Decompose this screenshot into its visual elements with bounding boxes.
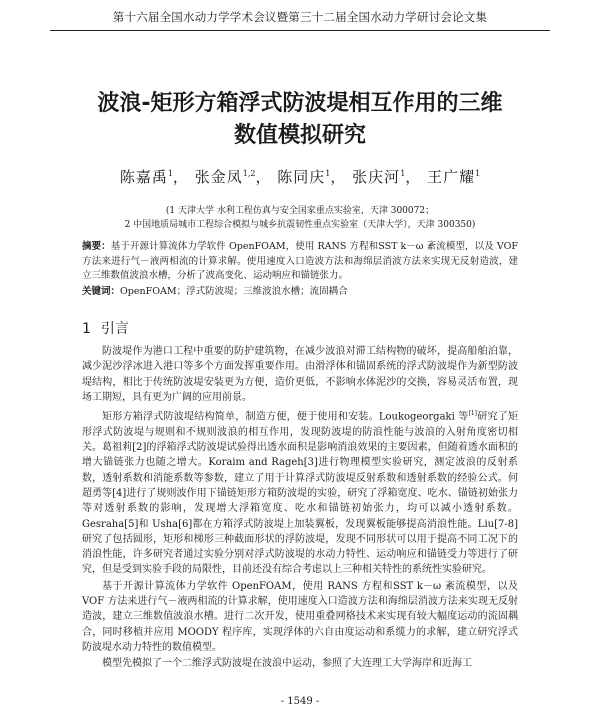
paragraph-text: 基于开源计算流体力学软件 OpenFOAM，使用 RANS 方程和SST k－ω 紊流模型，以及 VOF 方法来进行气－液两相流的计算求解，使用速度入口造波方法和海绵层消波方法来实现无反射造波，建立三维数值波浪水槽。进行二次开发，使用重叠网格技术来实现有较大幅度运动的流固耦合，同时移植并应用 MOODY 程序库，实现浮体的六自由度运动和系缆力的求解，建立研究浮式防波堤水动力特性的数值模型。: [82, 580, 518, 653]
author-separator: ，: [330, 168, 347, 186]
running-head: 第十六届全国水动力学学术会议暨第三十二届全国水动力学研讨会论文集: [112, 10, 488, 24]
abstract-text: 基于开源计算流体力学软件 OpenFOAM，使用 RANS 方程和SST k－ω 紊流模型，以及 VOF 方法来进行气－液两相流的计算求解。使用速度入口造波方法和海绵层消波方法来实现无反射造波，建立三维数值波浪水槽，分析了波高变化、运动响应和锚链张力。: [82, 241, 518, 281]
section-number: 1: [82, 321, 91, 337]
author-name: 王广耀: [427, 168, 476, 186]
keywords-label: 关键词：: [82, 285, 121, 297]
body-text: [82, 344, 518, 673]
author-list: [0, 166, 600, 187]
page-number: - 1549 -: [280, 696, 320, 707]
abstract-block: [82, 240, 518, 299]
author-separator: ，: [255, 168, 272, 186]
citation-mark: [1]: [468, 410, 477, 418]
keywords: [82, 285, 518, 300]
affiliation-line-1: (1 天津大学 水利工程仿真与安全国家重点实验室，天津 300072；: [165, 206, 435, 216]
author-affiliation-mark: 1: [475, 169, 481, 178]
section-heading: [82, 318, 129, 338]
paragraph: [82, 344, 518, 405]
paragraph-text: 矩形方箱浮式防波堤结构简单，制造方便，便于使用和安装。Loukogeorgaki 等: [102, 411, 469, 423]
author-separator: ，: [172, 168, 189, 186]
section-title: 引言: [100, 321, 129, 337]
author-name: 张金凤: [194, 168, 243, 186]
paragraph: [82, 406, 518, 578]
author-separator: ，: [405, 168, 422, 186]
paragraph-text: 防波堤作为港口工程中重要的防护建筑物，在减少波浪对滞工结构物的破坏，提高船舶泊靠，减少泥沙浮冰进入港口等多个方面发挥重要作用。由滑浮体和锚固系统的浮式防波堤作为新型防波堤结构，相比于传统防波堤安装更为方便，造价更低，不影响水体泥沙的交换，容易灵活布置，现场工期短，具有更为广阔的应用前景。: [82, 346, 518, 403]
paper-title: [40, 88, 560, 152]
author-name: 陈同庆: [277, 168, 326, 186]
abstract: [82, 240, 518, 284]
affiliations: [40, 204, 560, 232]
keywords-text: OpenFOAM；浮式防波堤；三维波浪水槽；流固耦合: [120, 285, 348, 297]
author-affiliation-mark: 1,2: [242, 169, 256, 178]
title-line-1: 波浪-矩形方箱浮式防波堤相互作用的三维: [97, 91, 503, 116]
paragraph-text: 模型先模拟了一个二维浮式防波堤在波浪中运动，参照了大连理工大学海岸和近海工: [102, 658, 472, 670]
affiliation-line-2: 2 中国地质局城市工程综合模拟与城乡抗震韧性重点实验室（天津大学），天津 300350): [124, 220, 476, 230]
paragraph: [82, 656, 518, 671]
author-name: 陈嘉禹: [119, 168, 168, 186]
header-rule: [50, 30, 550, 31]
paragraph-text: 研究了矩形浮式防波堤与规则和不规则波浪的相互作用，发现防波堤的防浪性能与波浪的入射角度密切相关。葛祖莉[2]的浮箱浮式防波堤试验得出透水面积是影响消浪效果的主要因素，但随着透水面积的增大锚链张力也随之增大。Koraim and Rageh[3]进行物理模型实验研究，测定波浪的反射系数，透射系数和消能系数等参数，建立了用于计算浮式防波堤反射系数和透射系数的经验公式。何超勇等[4]进行了规则波作用下锚链矩形方箱防波堤的实验，研究了浮箱宽度、吃水、锚链初始张力等对透射系数的影响，发现增大浮箱宽度、吃水和锚链初始张力，均可以减小透射系数。Gesraha[5]和 Usha[6]都在方箱浮式防波堤上加装翼板，发现翼板能够提高消浪性能。Liu[7-8]研究了包括圆形，矩形和梯形三种截面形状的浮防波堤，发现不同形状可以用于提高不同工况下的消浪性能，许多研究者通过实验分别对浮式防波堤的水动力特性、运动响应和锚链受力等进行了研究，但是受到实验手段的局限性，目前还没有综合考虑以上三种相关特性的系统性实验研究。: [82, 411, 519, 576]
author-affiliation-mark: 1: [167, 169, 173, 178]
abstract-label: 摘要：: [82, 241, 111, 252]
author-name: 张庆河: [352, 168, 401, 186]
paragraph: [82, 579, 518, 655]
author-affiliation-mark: 1: [325, 169, 331, 178]
author-affiliation-mark: 1: [400, 169, 406, 178]
title-line-2: 数值模拟研究: [233, 123, 366, 148]
